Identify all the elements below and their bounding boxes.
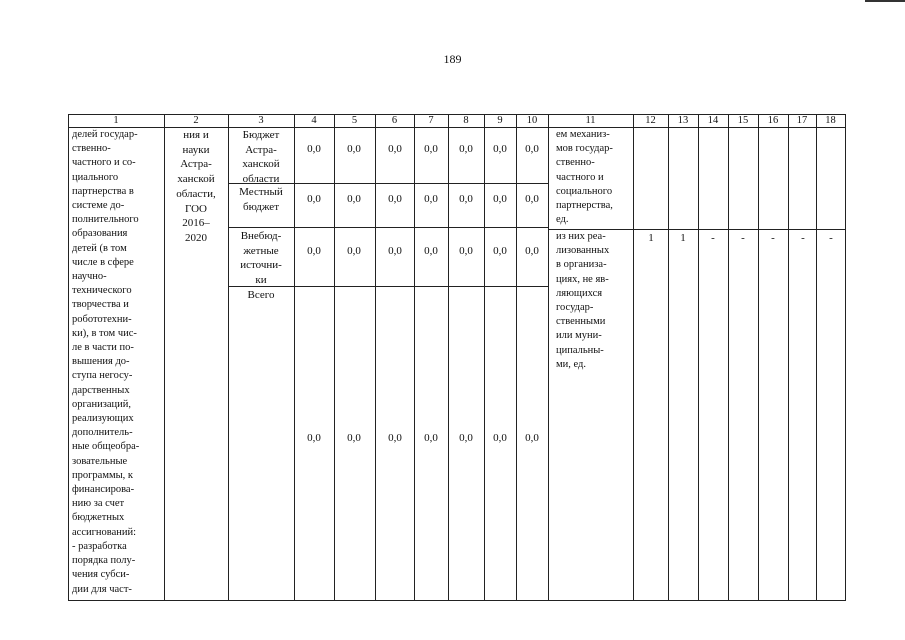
header-col-10: 10	[526, 115, 538, 126]
value-cell: 0,0	[525, 245, 539, 257]
value-cell: 0,0	[388, 245, 402, 257]
value-cell: 0,0	[388, 432, 402, 444]
value-cell: 0,0	[459, 245, 473, 257]
value-cell: 0,0	[347, 143, 361, 155]
value-cell: 0,0	[424, 143, 438, 155]
value-cell: 0,0	[493, 143, 507, 155]
header-col-6: 6	[391, 115, 398, 126]
value-cell: 0,0	[525, 143, 539, 155]
indicator-value: -	[771, 232, 775, 244]
header-col-15: 15	[737, 115, 749, 126]
indicator-value: -	[711, 232, 715, 244]
source-label-extrabudget: Внебюд- жетные источни- ки	[240, 230, 282, 287]
value-cell: 0,0	[525, 193, 539, 205]
header-col-17: 17	[796, 115, 808, 126]
indicator-value: -	[741, 232, 745, 244]
indicator-value: -	[801, 232, 805, 244]
value-cell: 0,0	[459, 432, 473, 444]
value-cell: 0,0	[424, 193, 438, 205]
value-cell: 0,0	[347, 432, 361, 444]
value-cell: 0,0	[525, 432, 539, 444]
source-label-total: Всего	[247, 289, 275, 301]
page-number: 189	[443, 52, 462, 66]
indicator-mechanisms: ем механиз- мов государ- ственно- частного и социального партнерства, ед.	[556, 129, 613, 226]
header-col-3: 3	[258, 115, 264, 126]
value-cell: 0,0	[388, 193, 402, 205]
header-col-16: 16	[767, 115, 779, 126]
header-col-7: 7	[428, 115, 434, 126]
header-col-14: 14	[707, 115, 719, 126]
source-label-local: Местный бюджет	[239, 186, 283, 213]
value-cell: 0,0	[307, 245, 321, 257]
value-cell: 0,0	[347, 193, 361, 205]
value-cell: 0,0	[424, 245, 438, 257]
header-col-11: 11	[585, 115, 596, 126]
header-col-12: 12	[645, 115, 656, 126]
activity-description: делей государ- ственно- частного и со- циального партнерства в системе до- полнительного образования детей (в том числе в сфере научно- технического творчества и робототехни- ки), в том чис- ле в части по- вышения до- ступа негосу- дарственных организаций, реализующих дополнитель- ные общеобра- зовательные программы, к финансирова- нию за счет бюджетных ассигнований: - разработка порядка полу- чения субси- дии для част-	[72, 129, 140, 595]
value-cell: 0,0	[424, 432, 438, 444]
responsible-executor: ния и науки Астра- ханской области, ГОО 2016– 2020	[176, 129, 216, 244]
value-cell: 0,0	[493, 193, 507, 205]
source-label-regional: Бюджет Астра- ханской области	[242, 129, 280, 186]
value-cell: 0,0	[347, 245, 361, 257]
header-col-13: 13	[677, 115, 689, 126]
header-col-5: 5	[351, 115, 358, 126]
value-cell: 0,0	[307, 143, 321, 155]
header-col-18: 18	[825, 115, 836, 126]
value-cell: 0,0	[493, 432, 507, 444]
header-col-8: 8	[463, 115, 469, 126]
value-cell: 0,0	[307, 193, 321, 205]
value-cell: 0,0	[459, 193, 473, 205]
indicator-value: -	[829, 232, 833, 244]
indicator-implemented: из них реа- лизованных в организа- циях, не яв- ляющихся государ- ственными или муни- ципальны- ми, ед.	[556, 231, 610, 370]
header-col-1: 1	[113, 115, 119, 126]
indicator-value: 1	[680, 232, 686, 244]
value-cell: 0,0	[493, 245, 507, 257]
header-col-2: 2	[193, 115, 199, 126]
value-cell: 0,0	[459, 143, 473, 155]
value-cell: 0,0	[388, 143, 402, 155]
indicator-value: 1	[648, 232, 654, 244]
value-cell: 0,0	[307, 432, 321, 444]
header-col-4: 4	[311, 115, 317, 126]
header-col-9: 9	[497, 115, 503, 126]
